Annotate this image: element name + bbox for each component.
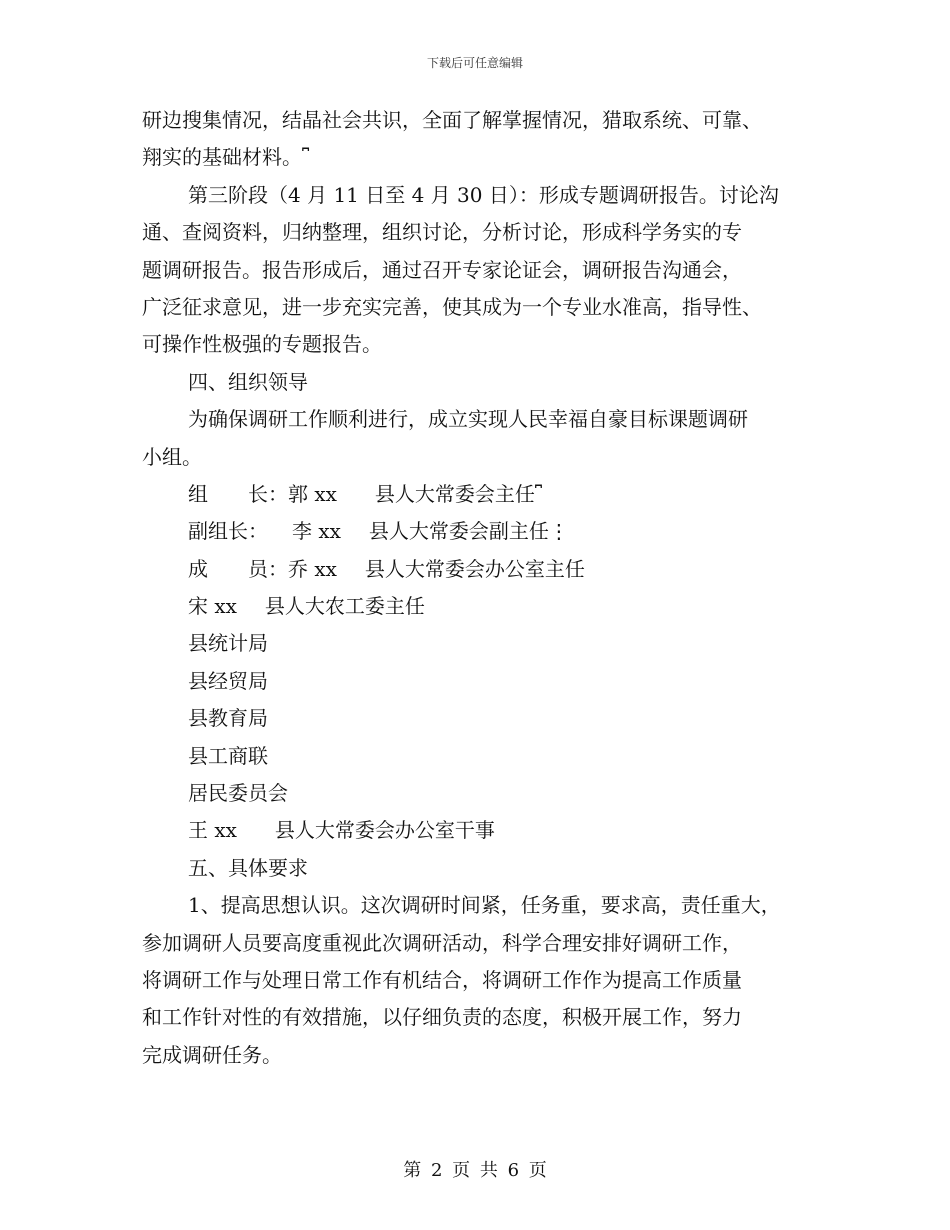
paragraph-line: 翔实的基础材料。⎴ bbox=[142, 145, 310, 170]
member-role: 组 长： bbox=[188, 481, 288, 506]
staff-row bbox=[142, 812, 832, 849]
member-role: 副组长： bbox=[188, 519, 268, 544]
member-title: 县人大常委会主任 bbox=[374, 481, 535, 506]
staff-name: 王 xx bbox=[188, 818, 237, 843]
unit-item: 县工商联 bbox=[188, 743, 268, 768]
unit-item: 县统计局 bbox=[188, 631, 268, 656]
bracket-mark: ⎴ bbox=[534, 484, 543, 506]
section-heading: 五、具体要求 bbox=[188, 855, 308, 880]
member-title: 县人大常委会办公室主任 bbox=[364, 556, 585, 581]
paragraph-line: 第三阶段（4 月 11 日至 4 月 30 日）：形成专题调研报告。讨论沟 bbox=[188, 182, 779, 207]
member-role: 成 员： bbox=[188, 556, 288, 581]
unit-item: 县教育局 bbox=[188, 706, 268, 731]
page-footer: 第 2 页 共 6 页 bbox=[403, 1160, 547, 1181]
member-row bbox=[142, 551, 832, 588]
paragraph-line: 研边搜集情况，结晶社会共识，全面了解掌握情况，猎取系统、可靠、 bbox=[142, 108, 762, 132]
document-body bbox=[142, 102, 832, 1074]
member-row bbox=[142, 513, 832, 550]
paragraph-line: 1、提高思想认识。这次调研时间紧，任务重，要求高，责任重大， bbox=[188, 893, 781, 918]
member-name: 宋 xx bbox=[188, 594, 237, 619]
paragraph-line: 小组。 bbox=[142, 444, 202, 469]
paragraph-line: 和工作针对性的有效措施，以仔细负责的态度，积极开展工作，努力 bbox=[142, 1005, 742, 1030]
unit-item: 居民委员会 bbox=[188, 781, 288, 806]
member-row bbox=[142, 476, 832, 513]
paragraph-line: 可操作性极强的专题报告。 bbox=[142, 332, 382, 357]
paragraph-line: 将调研工作与处理日常工作有机结合，将调研工作作为提高工作质量 bbox=[142, 967, 742, 992]
paragraph-line: 题调研报告。报告形成后，通过召开专家论证会，调研报告沟通会， bbox=[142, 257, 742, 282]
colon-mark: ⋮ bbox=[548, 519, 569, 544]
member-row bbox=[142, 588, 832, 625]
paragraph-line: 参加调研人员要高度重视此次调研活动，科学合理安排好调研工作， bbox=[142, 930, 742, 955]
bracket-mark: ⎴ bbox=[302, 148, 310, 170]
section-heading: 四、组织领导 bbox=[188, 369, 308, 394]
paragraph-line: 为确保调研工作顺利进行，成立实现人民幸福自豪目标课题调研 bbox=[188, 407, 748, 432]
member-name: 乔 xx bbox=[288, 556, 337, 581]
paragraph-line: 完成调研任务。 bbox=[142, 1042, 282, 1067]
page-header: 下载后可任意编辑 bbox=[426, 56, 523, 70]
member-name: 李 xx bbox=[292, 519, 341, 544]
paragraph-line: 通、查阅资料，归纳整理，组织讨论，分析讨论，形成科学务实的专 bbox=[142, 220, 742, 245]
paragraph-line: 广泛征求意见，进一步充实完善，使其成为一个专业水准高，指导性、 bbox=[142, 294, 762, 319]
member-title: 县人大农工委主任 bbox=[264, 594, 425, 619]
member-name: 郭 xx bbox=[288, 481, 337, 506]
unit-item: 县经贸局 bbox=[188, 668, 268, 693]
member-title: 县人大常委会副主任 bbox=[368, 519, 549, 544]
staff-title: 县人大常委会办公室干事 bbox=[274, 818, 495, 843]
